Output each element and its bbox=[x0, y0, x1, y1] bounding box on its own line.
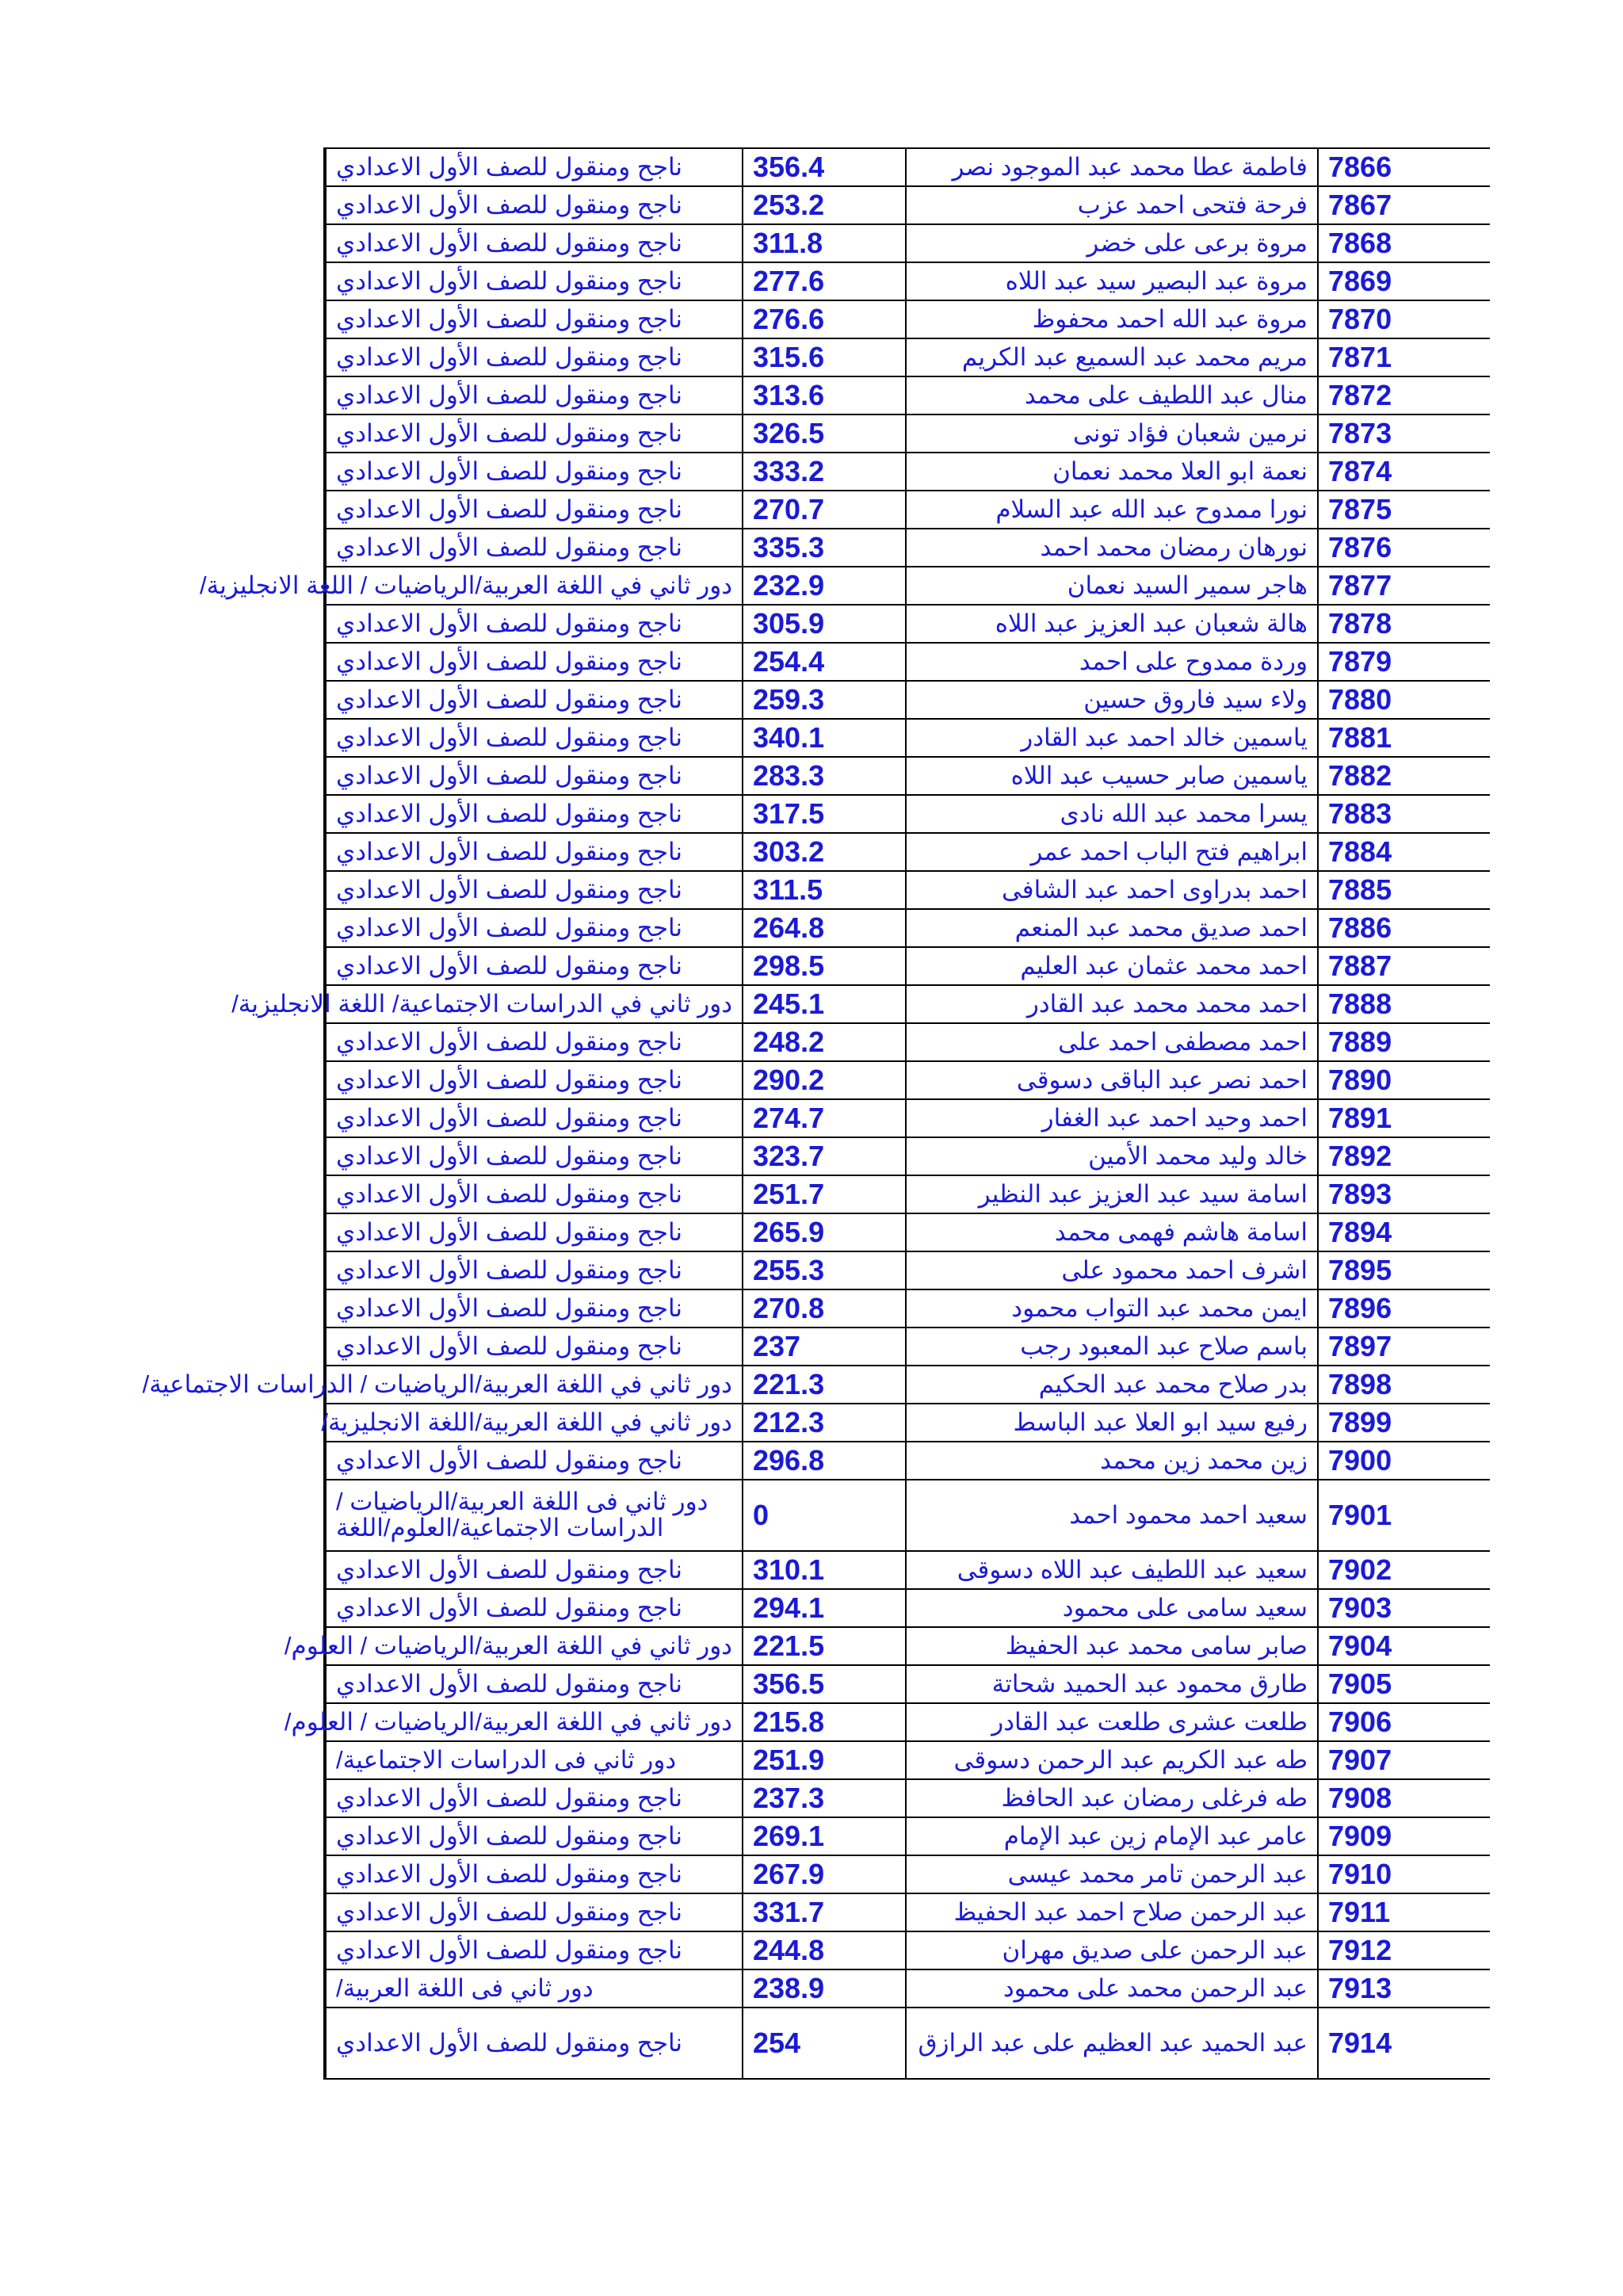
result-status-cell: ناجح ومنقول للصف الأول الاعدادي bbox=[325, 871, 743, 909]
table-row bbox=[325, 1627, 1490, 1665]
table-row bbox=[325, 1099, 1490, 1137]
table-row bbox=[325, 2008, 1490, 2079]
student-name-cell: احمد بدراوى احمد عبد الشافى bbox=[906, 871, 1318, 909]
student-name-cell: رفيع سيد ابو العلا عبد الباسط bbox=[906, 1404, 1318, 1442]
result-status-cell: ناجح ومنقول للصف الأول الاعدادي bbox=[325, 1251, 743, 1289]
student-number-cell: 7883 bbox=[1318, 795, 1490, 833]
total-score-cell: 245.1 bbox=[743, 985, 906, 1023]
result-status-cell: ناجح ومنقول للصف الأول الاعدادي bbox=[325, 262, 743, 300]
table-row bbox=[325, 605, 1490, 643]
student-number-cell: 7912 bbox=[1318, 1931, 1490, 1969]
result-status-cell: ناجح ومنقول للصف الأول الاعدادي bbox=[325, 491, 743, 529]
student-name-cell: احمد محمد عثمان عبد العليم bbox=[906, 947, 1318, 985]
student-name-cell: مروة عبد البصير سيد عبد اللاه bbox=[906, 262, 1318, 300]
student-name-cell: ياسمين خالد احمد عبد القادر bbox=[906, 719, 1318, 757]
total-score-cell: 311.8 bbox=[743, 224, 906, 262]
total-score-cell: 305.9 bbox=[743, 605, 906, 643]
table-row bbox=[325, 1931, 1490, 1969]
total-score-cell: 274.7 bbox=[743, 1099, 906, 1137]
table-row bbox=[325, 300, 1490, 338]
result-status-cell: ناجح ومنقول للصف الأول الاعدادي bbox=[325, 947, 743, 985]
student-number-cell: 7871 bbox=[1318, 338, 1490, 376]
student-number-cell: 7876 bbox=[1318, 529, 1490, 567]
table-row bbox=[325, 719, 1490, 757]
student-name-cell: نورا ممدوح عبد الله عبد السلام bbox=[906, 491, 1318, 529]
total-score-cell: 232.9 bbox=[743, 567, 906, 605]
student-number-cell: 7888 bbox=[1318, 985, 1490, 1023]
table-row bbox=[325, 1366, 1490, 1404]
total-score-cell: 298.5 bbox=[743, 947, 906, 985]
total-score-cell: 264.8 bbox=[743, 909, 906, 947]
student-name-cell: صابر سامى محمد عبد الحفيظ bbox=[906, 1627, 1318, 1665]
total-score-cell: 335.3 bbox=[743, 529, 906, 567]
table-row bbox=[325, 1855, 1490, 1893]
total-score-cell: 259.3 bbox=[743, 681, 906, 719]
table-row bbox=[325, 1442, 1490, 1480]
student-number-cell: 7891 bbox=[1318, 1099, 1490, 1137]
student-number-cell: 7887 bbox=[1318, 947, 1490, 985]
student-name-cell: نرمين شعبان فؤاد تونى bbox=[906, 415, 1318, 453]
table-row bbox=[325, 529, 1490, 567]
student-name-cell: عبد الرحمن صلاح احمد عبد الحفيظ bbox=[906, 1893, 1318, 1931]
student-number-cell: 7896 bbox=[1318, 1289, 1490, 1328]
total-score-cell: 267.9 bbox=[743, 1855, 906, 1893]
table-row bbox=[325, 567, 1490, 605]
table-row bbox=[325, 338, 1490, 376]
total-score-cell: 270.8 bbox=[743, 1289, 906, 1328]
total-score-cell: 311.5 bbox=[743, 871, 906, 909]
table-row bbox=[325, 1741, 1490, 1779]
student-name-cell: وردة ممدوح على احمد bbox=[906, 643, 1318, 681]
table-row bbox=[325, 1404, 1490, 1442]
table-row bbox=[325, 1023, 1490, 1061]
student-number-cell: 7873 bbox=[1318, 415, 1490, 453]
total-score-cell: 340.1 bbox=[743, 719, 906, 757]
student-number-cell: 7882 bbox=[1318, 757, 1490, 795]
result-status-cell: ناجح ومنقول للصف الأول الاعدادي bbox=[325, 224, 743, 262]
student-name-cell: ابراهيم فتح الباب احمد عمر bbox=[906, 833, 1318, 871]
total-score-cell: 255.3 bbox=[743, 1251, 906, 1289]
total-score-cell: 303.2 bbox=[743, 833, 906, 871]
result-status-cell: ناجح ومنقول للصف الأول الاعدادي bbox=[325, 1589, 743, 1627]
total-score-cell: 270.7 bbox=[743, 491, 906, 529]
table-row bbox=[325, 1779, 1490, 1817]
result-status-cell: دور ثاني في اللغة العربية/الرياضيات / اللغة الانجليزية/ bbox=[325, 567, 743, 605]
student-number-cell: 7907 bbox=[1318, 1741, 1490, 1779]
student-number-cell: 7878 bbox=[1318, 605, 1490, 643]
total-score-cell: 237 bbox=[743, 1328, 906, 1366]
total-score-cell: 276.6 bbox=[743, 300, 906, 338]
table-row bbox=[325, 947, 1490, 985]
student-number-cell: 7908 bbox=[1318, 1779, 1490, 1817]
result-status-cell: ناجح ومنقول للصف الأول الاعدادي bbox=[325, 338, 743, 376]
result-status-cell: ناجح ومنقول للصف الأول الاعدادي bbox=[325, 1023, 743, 1061]
student-name-cell: سعيد عبد اللطيف عبد اللاه دسوقى bbox=[906, 1551, 1318, 1589]
table-row bbox=[325, 415, 1490, 453]
student-number-cell: 7904 bbox=[1318, 1627, 1490, 1665]
result-status-cell: دور ثاني فى الدراسات الاجتماعية/ bbox=[325, 1741, 743, 1779]
student-number-cell: 7905 bbox=[1318, 1665, 1490, 1703]
student-number-cell: 7869 bbox=[1318, 262, 1490, 300]
result-status-cell: ناجح ومنقول للصف الأول الاعدادي bbox=[325, 1213, 743, 1251]
table-row bbox=[325, 1251, 1490, 1289]
result-status-cell: ناجح ومنقول للصف الأول الاعدادي bbox=[325, 643, 743, 681]
table-row bbox=[325, 1061, 1490, 1099]
student-name-cell: ولاء سيد فاروق حسين bbox=[906, 681, 1318, 719]
table-row bbox=[325, 1328, 1490, 1366]
student-name-cell: عبد الرحمن تامر محمد عيسى bbox=[906, 1855, 1318, 1893]
results-table-body bbox=[142, 148, 1490, 2079]
student-number-cell: 7902 bbox=[1318, 1551, 1490, 1589]
student-number-cell: 7880 bbox=[1318, 681, 1490, 719]
result-status-cell: دور ثاني فى اللغة العربية/الرياضيات / الدراسات الاجتماعية/العلوم/اللغة bbox=[325, 1480, 743, 1551]
total-score-cell: 356.4 bbox=[743, 148, 906, 186]
total-score-cell: 296.8 bbox=[743, 1442, 906, 1480]
student-number-cell: 7872 bbox=[1318, 376, 1490, 415]
table-row bbox=[325, 1665, 1490, 1703]
total-score-cell: 277.6 bbox=[743, 262, 906, 300]
table-row bbox=[325, 1817, 1490, 1855]
result-status-cell: ناجح ومنقول للصف الأول الاعدادي bbox=[325, 1289, 743, 1328]
student-number-cell: 7914 bbox=[1318, 2008, 1490, 2079]
student-number-cell: 7900 bbox=[1318, 1442, 1490, 1480]
student-number-cell: 7886 bbox=[1318, 909, 1490, 947]
student-number-cell: 7899 bbox=[1318, 1404, 1490, 1442]
student-name-cell: نورهان رمضان محمد احمد bbox=[906, 529, 1318, 567]
student-number-cell: 7890 bbox=[1318, 1061, 1490, 1099]
student-number-cell: 7911 bbox=[1318, 1893, 1490, 1931]
total-score-cell: 215.8 bbox=[743, 1703, 906, 1741]
student-number-cell: 7901 bbox=[1318, 1480, 1490, 1551]
result-status-cell: ناجح ومنقول للصف الأول الاعدادي bbox=[325, 1061, 743, 1099]
student-name-cell: طه فرغلى رمضان عبد الحافظ bbox=[906, 1779, 1318, 1817]
total-score-cell: 283.3 bbox=[743, 757, 906, 795]
student-name-cell: عبد الرحمن محمد على محمود bbox=[906, 1969, 1318, 2008]
student-number-cell: 7909 bbox=[1318, 1817, 1490, 1855]
table-row bbox=[325, 985, 1490, 1023]
student-number-cell: 7906 bbox=[1318, 1703, 1490, 1741]
total-score-cell: 294.1 bbox=[743, 1589, 906, 1627]
table-row bbox=[325, 186, 1490, 224]
result-status-cell: ناجح ومنقول للصف الأول الاعدادي bbox=[325, 1442, 743, 1480]
student-number-cell: 7898 bbox=[1318, 1366, 1490, 1404]
result-status-cell: ناجح ومنقول للصف الأول الاعدادي bbox=[325, 2008, 743, 2079]
table-row bbox=[325, 795, 1490, 833]
total-score-cell: 248.2 bbox=[743, 1023, 906, 1061]
student-name-cell: عبد الرحمن على صديق مهران bbox=[906, 1931, 1318, 1969]
total-score-cell: 265.9 bbox=[743, 1213, 906, 1251]
result-status-cell: دور ثاني في الدراسات الاجتماعية/ اللغة الانجليزية/ bbox=[325, 985, 743, 1023]
student-number-cell: 7895 bbox=[1318, 1251, 1490, 1289]
total-score-cell: 317.5 bbox=[743, 795, 906, 833]
result-status-cell: دور ثاني في اللغة العربية/الرياضيات / الدراسات الاجتماعية/ bbox=[325, 1366, 743, 1404]
result-status-cell: ناجح ومنقول للصف الأول الاعدادي bbox=[325, 1931, 743, 1969]
table-row bbox=[325, 453, 1490, 491]
student-number-cell: 7910 bbox=[1318, 1855, 1490, 1893]
result-status-cell: ناجح ومنقول للصف الأول الاعدادي bbox=[325, 148, 743, 186]
total-score-cell: 221.3 bbox=[743, 1366, 906, 1404]
student-number-cell: 7867 bbox=[1318, 186, 1490, 224]
total-score-cell: 251.7 bbox=[743, 1175, 906, 1213]
total-score-cell: 315.6 bbox=[743, 338, 906, 376]
total-score-cell: 331.7 bbox=[743, 1893, 906, 1931]
student-name-cell: احمد وحيد احمد عبد الغفار bbox=[906, 1099, 1318, 1137]
total-score-cell: 254 bbox=[743, 2008, 906, 2079]
student-number-cell: 7885 bbox=[1318, 871, 1490, 909]
table-row bbox=[325, 1969, 1490, 2008]
result-status-cell: ناجح ومنقول للصف الأول الاعدادي bbox=[325, 909, 743, 947]
result-status-cell: ناجح ومنقول للصف الأول الاعدادي bbox=[325, 1551, 743, 1589]
total-score-cell: 251.9 bbox=[743, 1741, 906, 1779]
table-row bbox=[325, 224, 1490, 262]
table-row bbox=[325, 1137, 1490, 1175]
result-status-cell: ناجح ومنقول للصف الأول الاعدادي bbox=[325, 833, 743, 871]
student-name-cell: طه عبد الكريم عبد الرحمن دسوقى bbox=[906, 1741, 1318, 1779]
student-name-cell: احمد نصر عبد الباقى دسوقى bbox=[906, 1061, 1318, 1099]
student-number-cell: 7881 bbox=[1318, 719, 1490, 757]
table-row bbox=[325, 1703, 1490, 1741]
student-name-cell: نعمة ابو العلا محمد نعمان bbox=[906, 453, 1318, 491]
result-status-cell: ناجح ومنقول للصف الأول الاعدادي bbox=[325, 529, 743, 567]
result-status-cell: ناجح ومنقول للصف الأول الاعدادي bbox=[325, 376, 743, 415]
result-status-cell: ناجح ومنقول للصف الأول الاعدادي bbox=[325, 1175, 743, 1213]
total-score-cell: 310.1 bbox=[743, 1551, 906, 1589]
table-row bbox=[325, 1551, 1490, 1589]
table-row bbox=[325, 1213, 1490, 1251]
student-name-cell: زين محمد زين محمد bbox=[906, 1442, 1318, 1480]
table-row bbox=[325, 262, 1490, 300]
student-name-cell: ياسمين صابر حسيب عبد اللاه bbox=[906, 757, 1318, 795]
student-name-cell: بدر صلاح محمد عبد الحكيم bbox=[906, 1366, 1318, 1404]
student-name-cell: احمد مصطفى احمد على bbox=[906, 1023, 1318, 1061]
student-number-cell: 7874 bbox=[1318, 453, 1490, 491]
result-status-cell: دور ثاني في اللغة العربية/الرياضيات / العلوم/ bbox=[325, 1627, 743, 1665]
student-number-cell: 7866 bbox=[1318, 148, 1490, 186]
student-number-cell: 7903 bbox=[1318, 1589, 1490, 1627]
total-score-cell: 221.5 bbox=[743, 1627, 906, 1665]
student-number-cell: 7879 bbox=[1318, 643, 1490, 681]
student-name-cell: هالة شعبان عبد العزيز عبد اللاه bbox=[906, 605, 1318, 643]
table-row bbox=[325, 1589, 1490, 1627]
student-name-cell: عبد الحميد عبد العظيم على عبد الرازق bbox=[906, 2008, 1318, 2079]
student-name-cell: طارق محمود عبد الحميد شحاتة bbox=[906, 1665, 1318, 1703]
total-score-cell: 333.2 bbox=[743, 453, 906, 491]
result-status-cell: ناجح ومنقول للصف الأول الاعدادي bbox=[325, 300, 743, 338]
result-status-cell: ناجح ومنقول للصف الأول الاعدادي bbox=[325, 1665, 743, 1703]
result-status-cell: دور ثاني في اللغة العربية/الرياضيات / العلوم/ bbox=[325, 1703, 743, 1741]
table-row bbox=[325, 833, 1490, 871]
student-number-cell: 7897 bbox=[1318, 1328, 1490, 1366]
total-score-cell: 238.9 bbox=[743, 1969, 906, 2008]
table-row bbox=[325, 643, 1490, 681]
result-status-cell: ناجح ومنقول للصف الأول الاعدادي bbox=[325, 719, 743, 757]
student-name-cell: فرحة فتحى احمد عزب bbox=[906, 186, 1318, 224]
student-name-cell: هاجر سمير السيد نعمان bbox=[906, 567, 1318, 605]
table-row bbox=[325, 376, 1490, 415]
result-status-cell: ناجح ومنقول للصف الأول الاعدادي bbox=[325, 681, 743, 719]
student-name-cell: سعيد سامى على محمود bbox=[906, 1589, 1318, 1627]
student-number-cell: 7892 bbox=[1318, 1137, 1490, 1175]
student-name-cell: يسرا محمد عبد الله نادى bbox=[906, 795, 1318, 833]
result-status-cell: دور ثاني في اللغة العربية/اللغة الانجليزية/ bbox=[325, 1404, 743, 1442]
student-number-cell: 7868 bbox=[1318, 224, 1490, 262]
total-score-cell: 269.1 bbox=[743, 1817, 906, 1855]
table-row bbox=[325, 757, 1490, 795]
total-score-cell: 323.7 bbox=[743, 1137, 906, 1175]
student-name-cell: باسم صلاح عبد المعبود رجب bbox=[906, 1328, 1318, 1366]
student-name-cell: عامر عبد الإمام زين عبد الإمام bbox=[906, 1817, 1318, 1855]
student-name-cell: ايمن محمد عبد التواب محمود bbox=[906, 1289, 1318, 1328]
total-score-cell: 253.2 bbox=[743, 186, 906, 224]
total-score-cell: 0 bbox=[743, 1480, 906, 1551]
student-number-cell: 7884 bbox=[1318, 833, 1490, 871]
result-status-cell: ناجح ومنقول للصف الأول الاعدادي bbox=[325, 605, 743, 643]
total-score-cell: 254.4 bbox=[743, 643, 906, 681]
table-row bbox=[325, 1480, 1490, 1551]
result-status-cell: ناجح ومنقول للصف الأول الاعدادي bbox=[325, 1855, 743, 1893]
student-name-cell: مروة عبد الله احمد محفوظ bbox=[906, 300, 1318, 338]
total-score-cell: 313.6 bbox=[743, 376, 906, 415]
total-score-cell: 244.8 bbox=[743, 1931, 906, 1969]
table-row bbox=[325, 1893, 1490, 1931]
total-score-cell: 356.5 bbox=[743, 1665, 906, 1703]
table-row bbox=[325, 681, 1490, 719]
table-row bbox=[325, 1175, 1490, 1213]
student-number-cell: 7877 bbox=[1318, 567, 1490, 605]
result-status-cell: ناجح ومنقول للصف الأول الاعدادي bbox=[325, 1099, 743, 1137]
student-name-cell: مريم محمد عبد السميع عبد الكريم bbox=[906, 338, 1318, 376]
student-number-cell: 7893 bbox=[1318, 1175, 1490, 1213]
table-row bbox=[325, 909, 1490, 947]
student-name-cell: خالد وليد محمد الأمين bbox=[906, 1137, 1318, 1175]
student-number-cell: 7913 bbox=[1318, 1969, 1490, 2008]
result-status-cell: ناجح ومنقول للصف الأول الاعدادي bbox=[325, 1893, 743, 1931]
result-status-cell: ناجح ومنقول للصف الأول الاعدادي bbox=[325, 415, 743, 453]
total-score-cell: 237.3 bbox=[743, 1779, 906, 1817]
result-status-cell: ناجح ومنقول للصف الأول الاعدادي bbox=[325, 1137, 743, 1175]
table-row bbox=[325, 491, 1490, 529]
student-name-cell: اسامة سيد عبد العزيز عبد النظير bbox=[906, 1175, 1318, 1213]
result-status-cell: ناجح ومنقول للصف الأول الاعدادي bbox=[325, 1779, 743, 1817]
student-name-cell: فاطمة عطا محمد عبد الموجود نصر bbox=[906, 148, 1318, 186]
student-name-cell: سعيد احمد محمود احمد bbox=[906, 1480, 1318, 1551]
student-number-cell: 7870 bbox=[1318, 300, 1490, 338]
student-name-cell: احمد محمد محمد عبد القادر bbox=[906, 985, 1318, 1023]
result-status-cell: ناجح ومنقول للصف الأول الاعدادي bbox=[325, 1328, 743, 1366]
result-status-cell: ناجح ومنقول للصف الأول الاعدادي bbox=[325, 795, 743, 833]
total-score-cell: 290.2 bbox=[743, 1061, 906, 1099]
table-row bbox=[325, 871, 1490, 909]
result-status-cell: دور ثاني فى اللغة العربية/ bbox=[325, 1969, 743, 2008]
total-score-cell: 326.5 bbox=[743, 415, 906, 453]
table-row bbox=[325, 148, 1490, 186]
student-name-cell: اشرف احمد محمود على bbox=[906, 1251, 1318, 1289]
result-status-cell: ناجح ومنقول للصف الأول الاعدادي bbox=[325, 1817, 743, 1855]
student-number-cell: 7889 bbox=[1318, 1023, 1490, 1061]
results-table bbox=[142, 147, 1490, 2080]
student-name-cell: اسامة هاشم فهمى محمد bbox=[906, 1213, 1318, 1251]
total-score-cell: 212.3 bbox=[743, 1404, 906, 1442]
student-name-cell: طلعت عشرى طلعت عبد القادر bbox=[906, 1703, 1318, 1741]
student-name-cell: منال عبد اللطيف على محمد bbox=[906, 376, 1318, 415]
student-name-cell: احمد صديق محمد عبد المنعم bbox=[906, 909, 1318, 947]
result-status-cell: ناجح ومنقول للصف الأول الاعدادي bbox=[325, 453, 743, 491]
student-number-cell: 7875 bbox=[1318, 491, 1490, 529]
result-status-cell: ناجح ومنقول للصف الأول الاعدادي bbox=[325, 186, 743, 224]
table-row bbox=[325, 1289, 1490, 1328]
student-name-cell: مروة برعى على خضر bbox=[906, 224, 1318, 262]
student-number-cell: 7894 bbox=[1318, 1213, 1490, 1251]
result-status-cell: ناجح ومنقول للصف الأول الاعدادي bbox=[325, 757, 743, 795]
